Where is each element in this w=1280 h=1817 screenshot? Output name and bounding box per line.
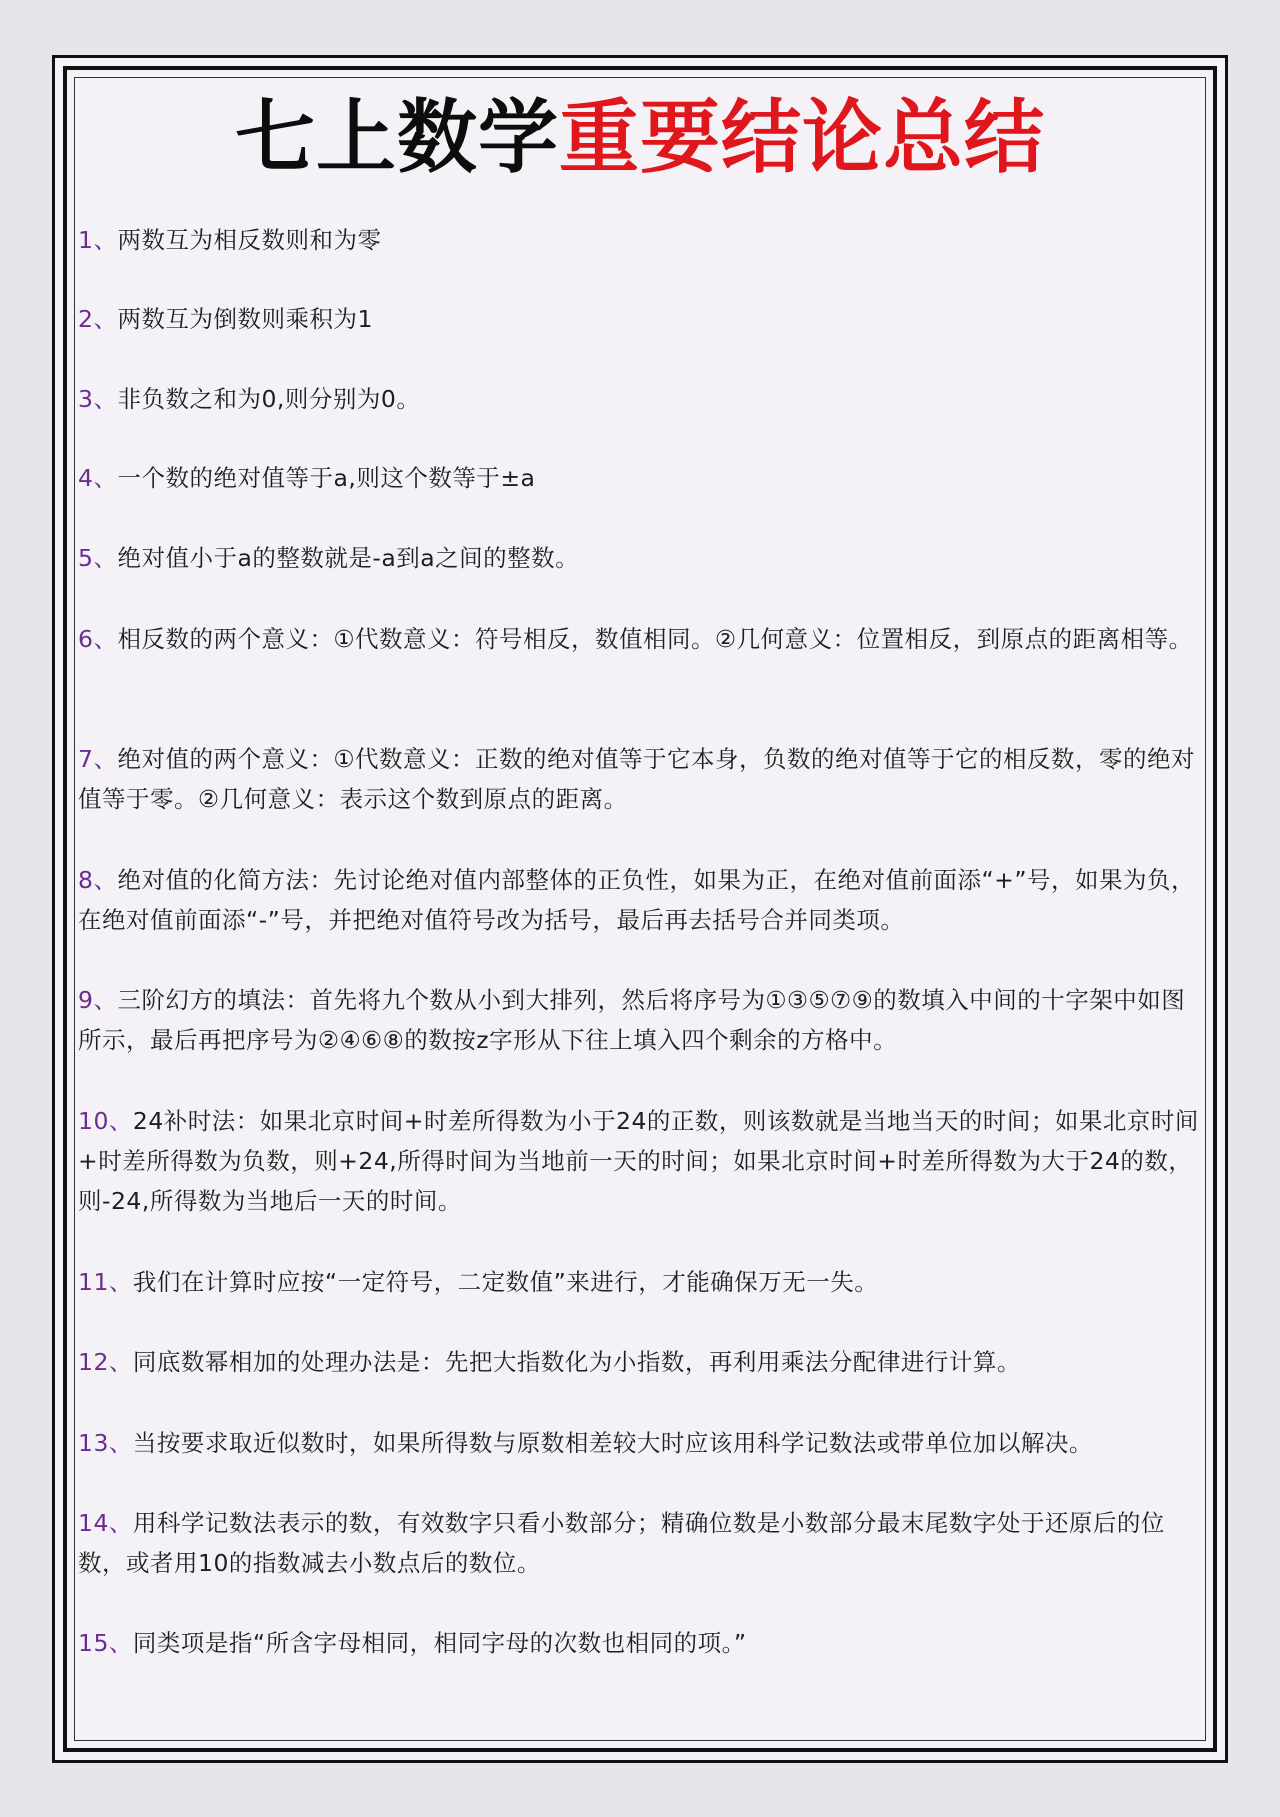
item-text: 绝对值的化简方法：先讨论绝对值内部整体的正负性，如果为正，在绝对值前面添“+”号，如果为负，在绝对值前面添“-”号，并把绝对值符号改为括号，最后再去括号合并同类项。 (78, 866, 1195, 934)
item-text: 当按要求取近似数时，如果所得数与原数相差较大时应该用科学记数法或带单位加以解决。 (132, 1429, 1093, 1457)
item-number: 10 (78, 1107, 109, 1135)
list-item: 15、同类项是指“所含字母相同，相同字母的次数也相同的项。” (78, 1629, 747, 1657)
item-text: 非负数之和为0,则分别为0。 (117, 385, 421, 413)
item-number: 3 (78, 385, 94, 413)
item-number: 9 (78, 986, 94, 1014)
list-item: 4、一个数的绝对值等于a,则这个数等于±a (78, 464, 536, 492)
item-number: 14 (78, 1509, 109, 1537)
item-text: 同类项是指“所含字母相同，相同字母的次数也相同的项。” (132, 1629, 747, 1657)
item-number: 13 (78, 1429, 109, 1457)
item-text: 一个数的绝对值等于a,则这个数等于±a (117, 464, 536, 492)
list-item: 10、24补时法：如果北京时间+时差所得数为小于24的正数，则该数就是当地当天的时间；如果北京时间+时差所得数为负数，则+24,所得时间为当地前一天的时间；如果北京时间+时差所得数为大于24的数，则-24,所得数为当地后一天的时间。 (78, 1107, 1199, 1215)
item-text: 24补时法：如果北京时间+时差所得数为小于24的正数，则该数就是当地当天的时间；如果北京时间+时差所得数为负数，则+24,所得时间为当地前一天的时间；如果北京时间+时差所得数为大于24的数，则-24,所得数为当地后一天的时间。 (78, 1107, 1199, 1215)
title-part-red: 重要结论总结 (559, 91, 1045, 184)
item-number: 5 (78, 544, 94, 572)
item-number: 1 (78, 226, 94, 254)
list-item: 2、两数互为倒数则乘积为1 (78, 305, 373, 333)
item-number: 12 (78, 1348, 109, 1376)
page-title (0, 88, 1280, 188)
item-text: 我们在计算时应按“一定符号，二定数值”来进行，才能确保万无一失。 (132, 1268, 879, 1296)
list-item: 8、绝对值的化简方法：先讨论绝对值内部整体的正负性，如果为正，在绝对值前面添“+”号，如果为负，在绝对值前面添“-”号，并把绝对值符号改为括号，最后再去括号合并同类项。 (78, 866, 1195, 934)
list-item: 9、三阶幻方的填法：首先将九个数从小到大排列，然后将序号为①③⑤⑦⑨的数填入中间的十字架中如图所示，最后再把序号为②④⑥⑧的数按z字形从下往上填入四个剩余的方格中。 (78, 986, 1186, 1054)
item-text: 三阶幻方的填法：首先将九个数从小到大排列，然后将序号为①③⑤⑦⑨的数填入中间的十字架中如图所示，最后再把序号为②④⑥⑧的数按z字形从下往上填入四个剩余的方格中。 (78, 986, 1186, 1054)
item-text: 同底数幂相加的处理办法是：先把大指数化为小指数，再利用乘法分配律进行计算。 (132, 1348, 1021, 1376)
item-number: 4 (78, 464, 94, 492)
item-number: 2 (78, 305, 94, 333)
item-number: 6 (78, 625, 94, 653)
item-number: 8 (78, 866, 94, 894)
list-item: 6、相反数的两个意义：①代数意义：符号相反，数值相同。②几何意义：位置相反，到原点的距离相等。 (78, 625, 1193, 653)
item-text: 绝对值小于a的整数就是-a到a之间的整数。 (117, 544, 580, 572)
item-number: 7 (78, 745, 94, 773)
list-item: 3、非负数之和为0,则分别为0。 (78, 385, 421, 413)
list-item: 14、用科学记数法表示的数，有效数字只看小数部分；精确位数是小数部分最末尾数字处于还原后的位数，或者用10的指数减去小数点后的数位。 (78, 1509, 1165, 1577)
list-item: 12、同底数幂相加的处理办法是：先把大指数化为小指数，再利用乘法分配律进行计算。 (78, 1348, 1021, 1376)
item-text: 绝对值的两个意义：①代数意义：正数的绝对值等于它本身，负数的绝对值等于它的相反数，零的绝对值等于零。②几何意义：表示这个数到原点的距离。 (78, 745, 1196, 813)
list-item: 7、绝对值的两个意义：①代数意义：正数的绝对值等于它本身，负数的绝对值等于它的相反数，零的绝对值等于零。②几何意义：表示这个数到原点的距离。 (78, 745, 1196, 813)
list-item: 1、两数互为相反数则和为零 (78, 226, 382, 254)
item-text: 用科学记数法表示的数，有效数字只看小数部分；精确位数是小数部分最末尾数字处于还原后的位数，或者用10的指数减去小数点后的数位。 (78, 1509, 1165, 1577)
item-text: 两数互为相反数则和为零 (117, 226, 382, 254)
item-number: 11 (78, 1268, 109, 1296)
title-part-black: 七上数学 (235, 91, 559, 184)
item-text: 相反数的两个意义：①代数意义：符号相反，数值相同。②几何意义：位置相反，到原点的距离相等。 (117, 625, 1193, 653)
item-text: 两数互为倒数则乘积为1 (117, 305, 373, 333)
item-number: 15 (78, 1629, 109, 1657)
list-item: 13、当按要求取近似数时，如果所得数与原数相差较大时应该用科学记数法或带单位加以解决。 (78, 1429, 1093, 1457)
list-item: 11、我们在计算时应按“一定符号，二定数值”来进行，才能确保万无一失。 (78, 1268, 879, 1296)
list-item: 5、绝对值小于a的整数就是-a到a之间的整数。 (78, 544, 580, 572)
